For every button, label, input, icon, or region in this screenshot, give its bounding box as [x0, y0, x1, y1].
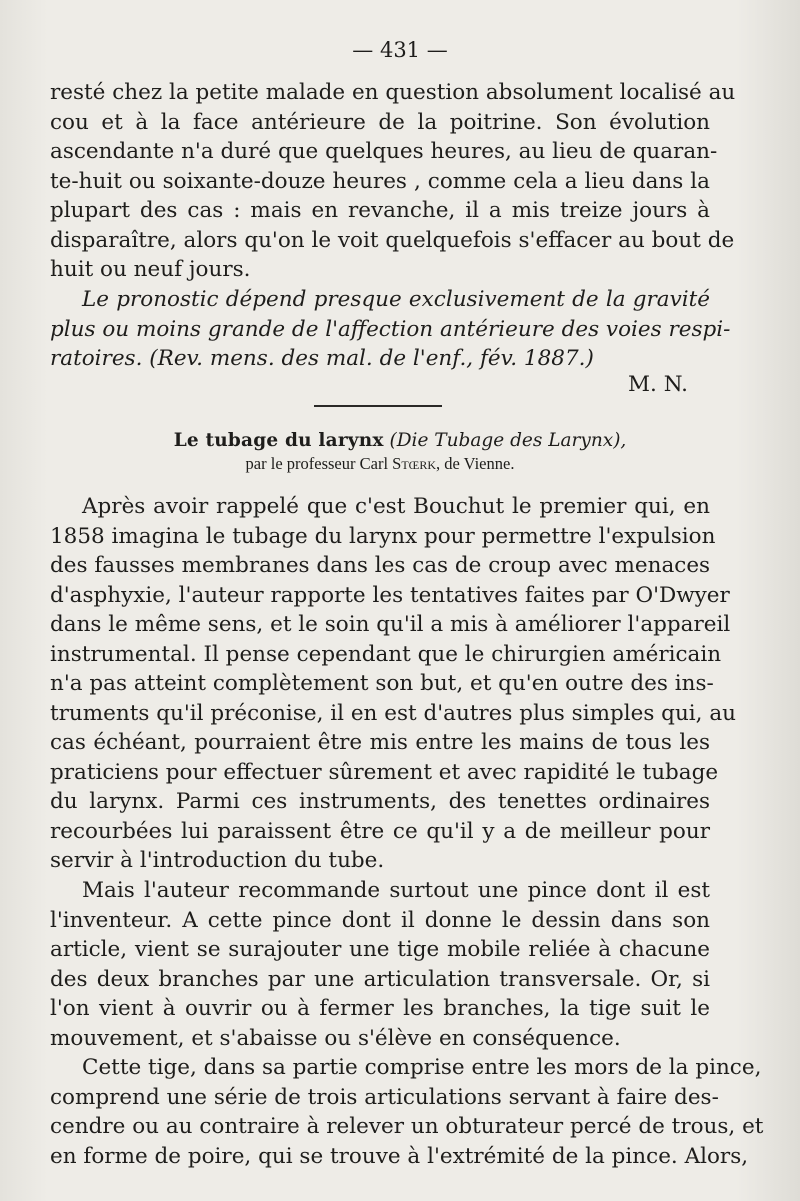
paragraph-5: [50, 1053, 764, 1171]
text-line: des fausses membranes dans les cas de croup avec menaces: [50, 553, 711, 578]
text-line: resté chez la petite malade en question absolument localisé au: [50, 80, 736, 105]
signature: M. N.: [628, 372, 688, 397]
paragraph-4: [50, 876, 710, 1053]
page-number: — 431 —: [352, 38, 448, 62]
paragraph-2: [50, 285, 731, 374]
text-line: truments qu'il préconise, il en est d'autres plus simples qui, au: [50, 700, 737, 726]
text-line: ascendante n'a duré que quelques heures, au lieu de quaran-: [50, 139, 718, 164]
text-line: cou et à la face antérieure de la poitrine. Son évolution: [50, 109, 710, 135]
text-line: servir à l'introduction du tube.: [50, 848, 385, 873]
text-line: Cette tige, dans sa partie comprise entre les mors de la pince,: [82, 1055, 762, 1080]
text-line: du larynx. Parmi ces instruments, des tenettes ordinaires: [50, 789, 710, 814]
paragraph-3: [50, 492, 737, 876]
text-line: mouvement, et s'abaisse ou s'élève en conséquence.: [50, 1025, 621, 1051]
text-line: huit ou neuf jours.: [50, 257, 251, 282]
section-divider: [314, 405, 442, 407]
text-line: Après avoir rappelé que c'est Bouchut le premier qui, en: [82, 494, 710, 519]
text-line: 1858 imagina le tubage du larynx pour permettre l'expulsion: [50, 523, 716, 549]
text-line: d'asphyxie, l'auteur rapporte les tentatives faites par O'Dwyer: [50, 582, 730, 608]
text-line: te-huit ou soixante-douze heures , comme cela a lieu dans la: [50, 168, 710, 194]
text-line: praticiens pour effectuer sûrement et avec rapidité le tubage: [50, 759, 719, 785]
text-line: dans le même sens, et le soin qu'il a mis à améliorer l'appareil: [50, 612, 731, 637]
author-prefix: par le professeur Carl: [245, 454, 389, 473]
text-line: recourbées lui paraissent être ce qu'il y a de meilleur pour: [50, 818, 710, 844]
text-line: cas échéant, pourraient être mis entre les mains de tous les: [50, 730, 710, 755]
article-title-main: Le tubage du larynx: [173, 430, 384, 451]
article-title-german: (Die Tubage des Larynx),: [389, 430, 627, 451]
text-line: en forme de poire, qui se trouve à l'extrémité de la pince. Alors,: [50, 1143, 749, 1169]
author-name: Stœrk: [392, 454, 437, 473]
text-line: l'on vient à ouvrir ou à fermer les branches, la tige suit le: [50, 996, 710, 1021]
article-title: [0, 429, 800, 453]
text-line: plus ou moins grande de l'affection antérieure des voies respi-: [50, 316, 731, 342]
author-suffix: , de Vienne.: [436, 454, 515, 473]
text-line: cendre ou au contraire à relever un obturateur percé de trous, et: [50, 1114, 764, 1139]
text-line: des deux branches par une articulation transversale. Or, si: [50, 966, 710, 992]
author-line: [0, 454, 760, 474]
text-line: ratoires. (Rev. mens. des mal. de l'enf., fév. 1887.): [50, 346, 594, 371]
text-line: Mais l'auteur recommande surtout une pince dont il est: [82, 878, 710, 903]
text-line: article, vient se surajouter une tige mobile reliée à chacune: [50, 937, 710, 962]
text-line: n'a pas atteint complètement son but, et qu'en outre des ins-: [50, 671, 714, 696]
text-line: instrumental. Il pense cependant que le chirurgien américain: [50, 641, 722, 667]
text-line: l'inventeur. A cette pince dont il donne le dessin dans son: [50, 907, 710, 933]
paragraph-1: [50, 78, 736, 285]
text-line: disparaître, alors qu'on le voit quelquefois s'effacer au bout de: [50, 227, 735, 253]
text-line: Le pronostic dépend presque exclusivement de la gravité: [82, 287, 710, 312]
text-line: plupart des cas : mais en revanche, il a mis treize jours à: [50, 198, 710, 223]
text-line: comprend une série de trois articulations servant à faire des-: [50, 1084, 719, 1110]
